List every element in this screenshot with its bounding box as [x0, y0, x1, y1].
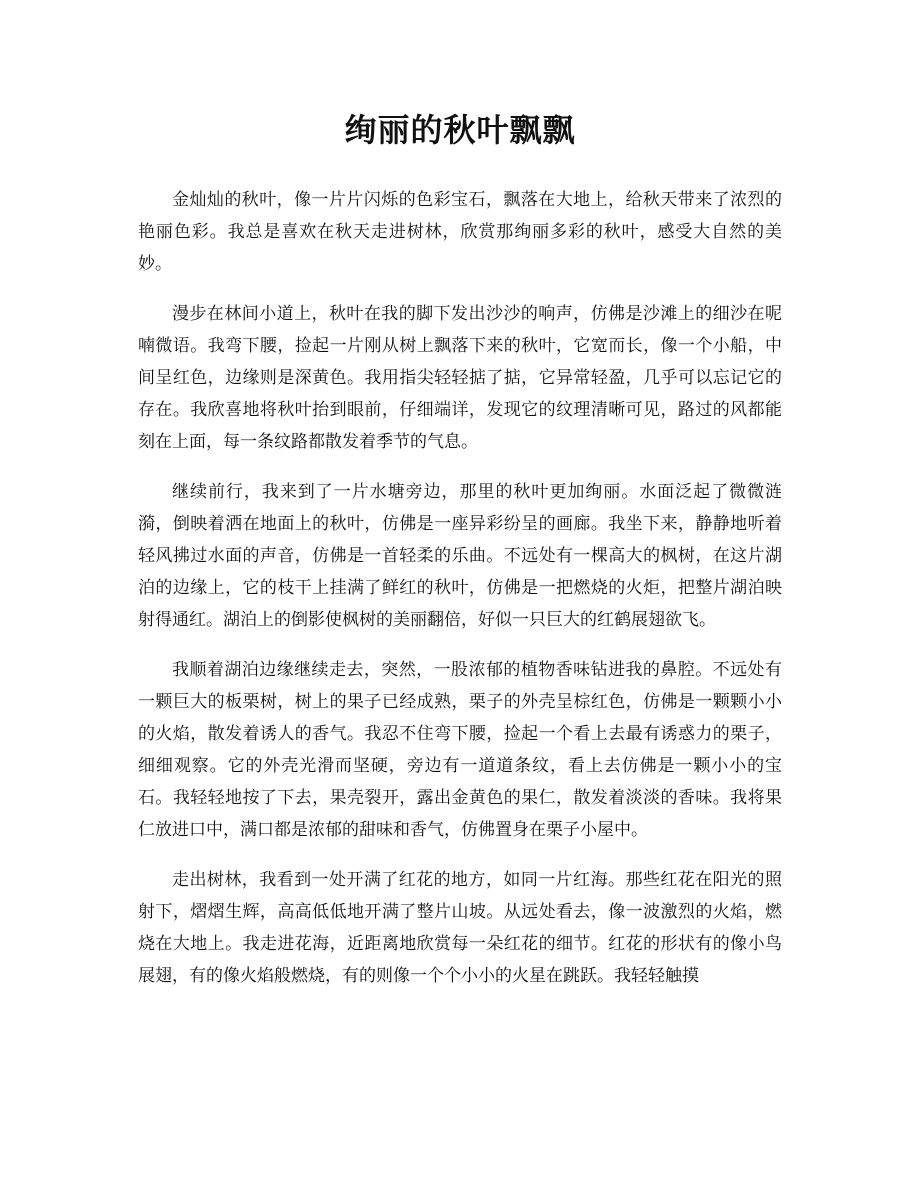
page-title: 绚丽的秋叶飘飘 [344, 111, 576, 149]
paragraph-5: 走出树林，我看到一处开满了红花的地方，如同一片红海。那些红花在阳光的照射下，熠熠生辉，高高低低地开满了整片山坡。从远处看去，像一波激烈的火焰，燃烧在大地上。我走进花海，近距离地欣赏每一朵红花的细节。红花的形状有的像小鸟展翅，有的像火焰般燃烧，有的则像一个个小小的火星在跳跃。我轻轻触摸 [138, 870, 782, 986]
paragraph-2: 漫步在林间小道上，秋叶在我的脚下发出沙沙的响声，仿佛是沙滩上的细沙在呢喃微语。我弯下腰，捡起一片刚从树上飘落下来的秋叶，它宽而长，像一个小船，中间呈红色，边缘则是深黄色。我用指尖轻轻掂了掂，它异常轻盈，几乎可以忘记它的存在。我欣喜地将秋叶抬到眼前，仔细端详，发现它的纹理清晰可见，路过的风都能刻在上面，每一条纹路都散发着季节的气息。 [138, 304, 782, 452]
document-body [138, 184, 782, 1010]
paragraph-3: 继续前行，我来到了一片水塘旁边，那里的秋叶更加绚丽。水面泛起了微微涟漪，倒映着洒在地面上的秋叶，仿佛是一座异彩纷呈的画廊。我坐下来，静静地听着轻风拂过水面的声音，仿佛是一首轻柔的乐曲。不远处有一棵高大的枫树，在这片湖泊的边缘上，它的枝干上挂满了鲜红的秋叶，仿佛是一把燃烧的火炬，把整片湖泊映射得通红。湖泊上的倒影使枫树的美丽翻倍，好似一只巨大的红鹤展翅欲飞。 [138, 482, 782, 630]
paragraph-1: 金灿灿的秋叶，像一片片闪烁的色彩宝石，飘落在大地上，给秋天带来了浓烈的艳丽色彩。我总是喜欢在秋天走进树林，欣赏那绚丽多彩的秋叶，感受大自然的美妙。 [138, 190, 782, 274]
paragraph-4: 我顺着湖泊边缘继续走去，突然，一股浓郁的植物香味钻进我的鼻腔。不远处有一颗巨大的板栗树，树上的果子已经成熟，栗子的外壳呈棕红色，仿佛是一颗颗小小的火焰，散发着诱人的香气。我忍不住弯下腰，捡起一个看上去最有诱惑力的栗子，细细观察。它的外壳光滑而坚硬，旁边有一道道条纹，看上去仿佛是一颗小小的宝石。我轻轻地按了下去，果壳裂开，露出金黄色的果仁，散发着淡淡的香味。我将果仁放进口中，满口都是浓郁的甜味和香气，仿佛置身在栗子小屋中。 [138, 660, 782, 840]
